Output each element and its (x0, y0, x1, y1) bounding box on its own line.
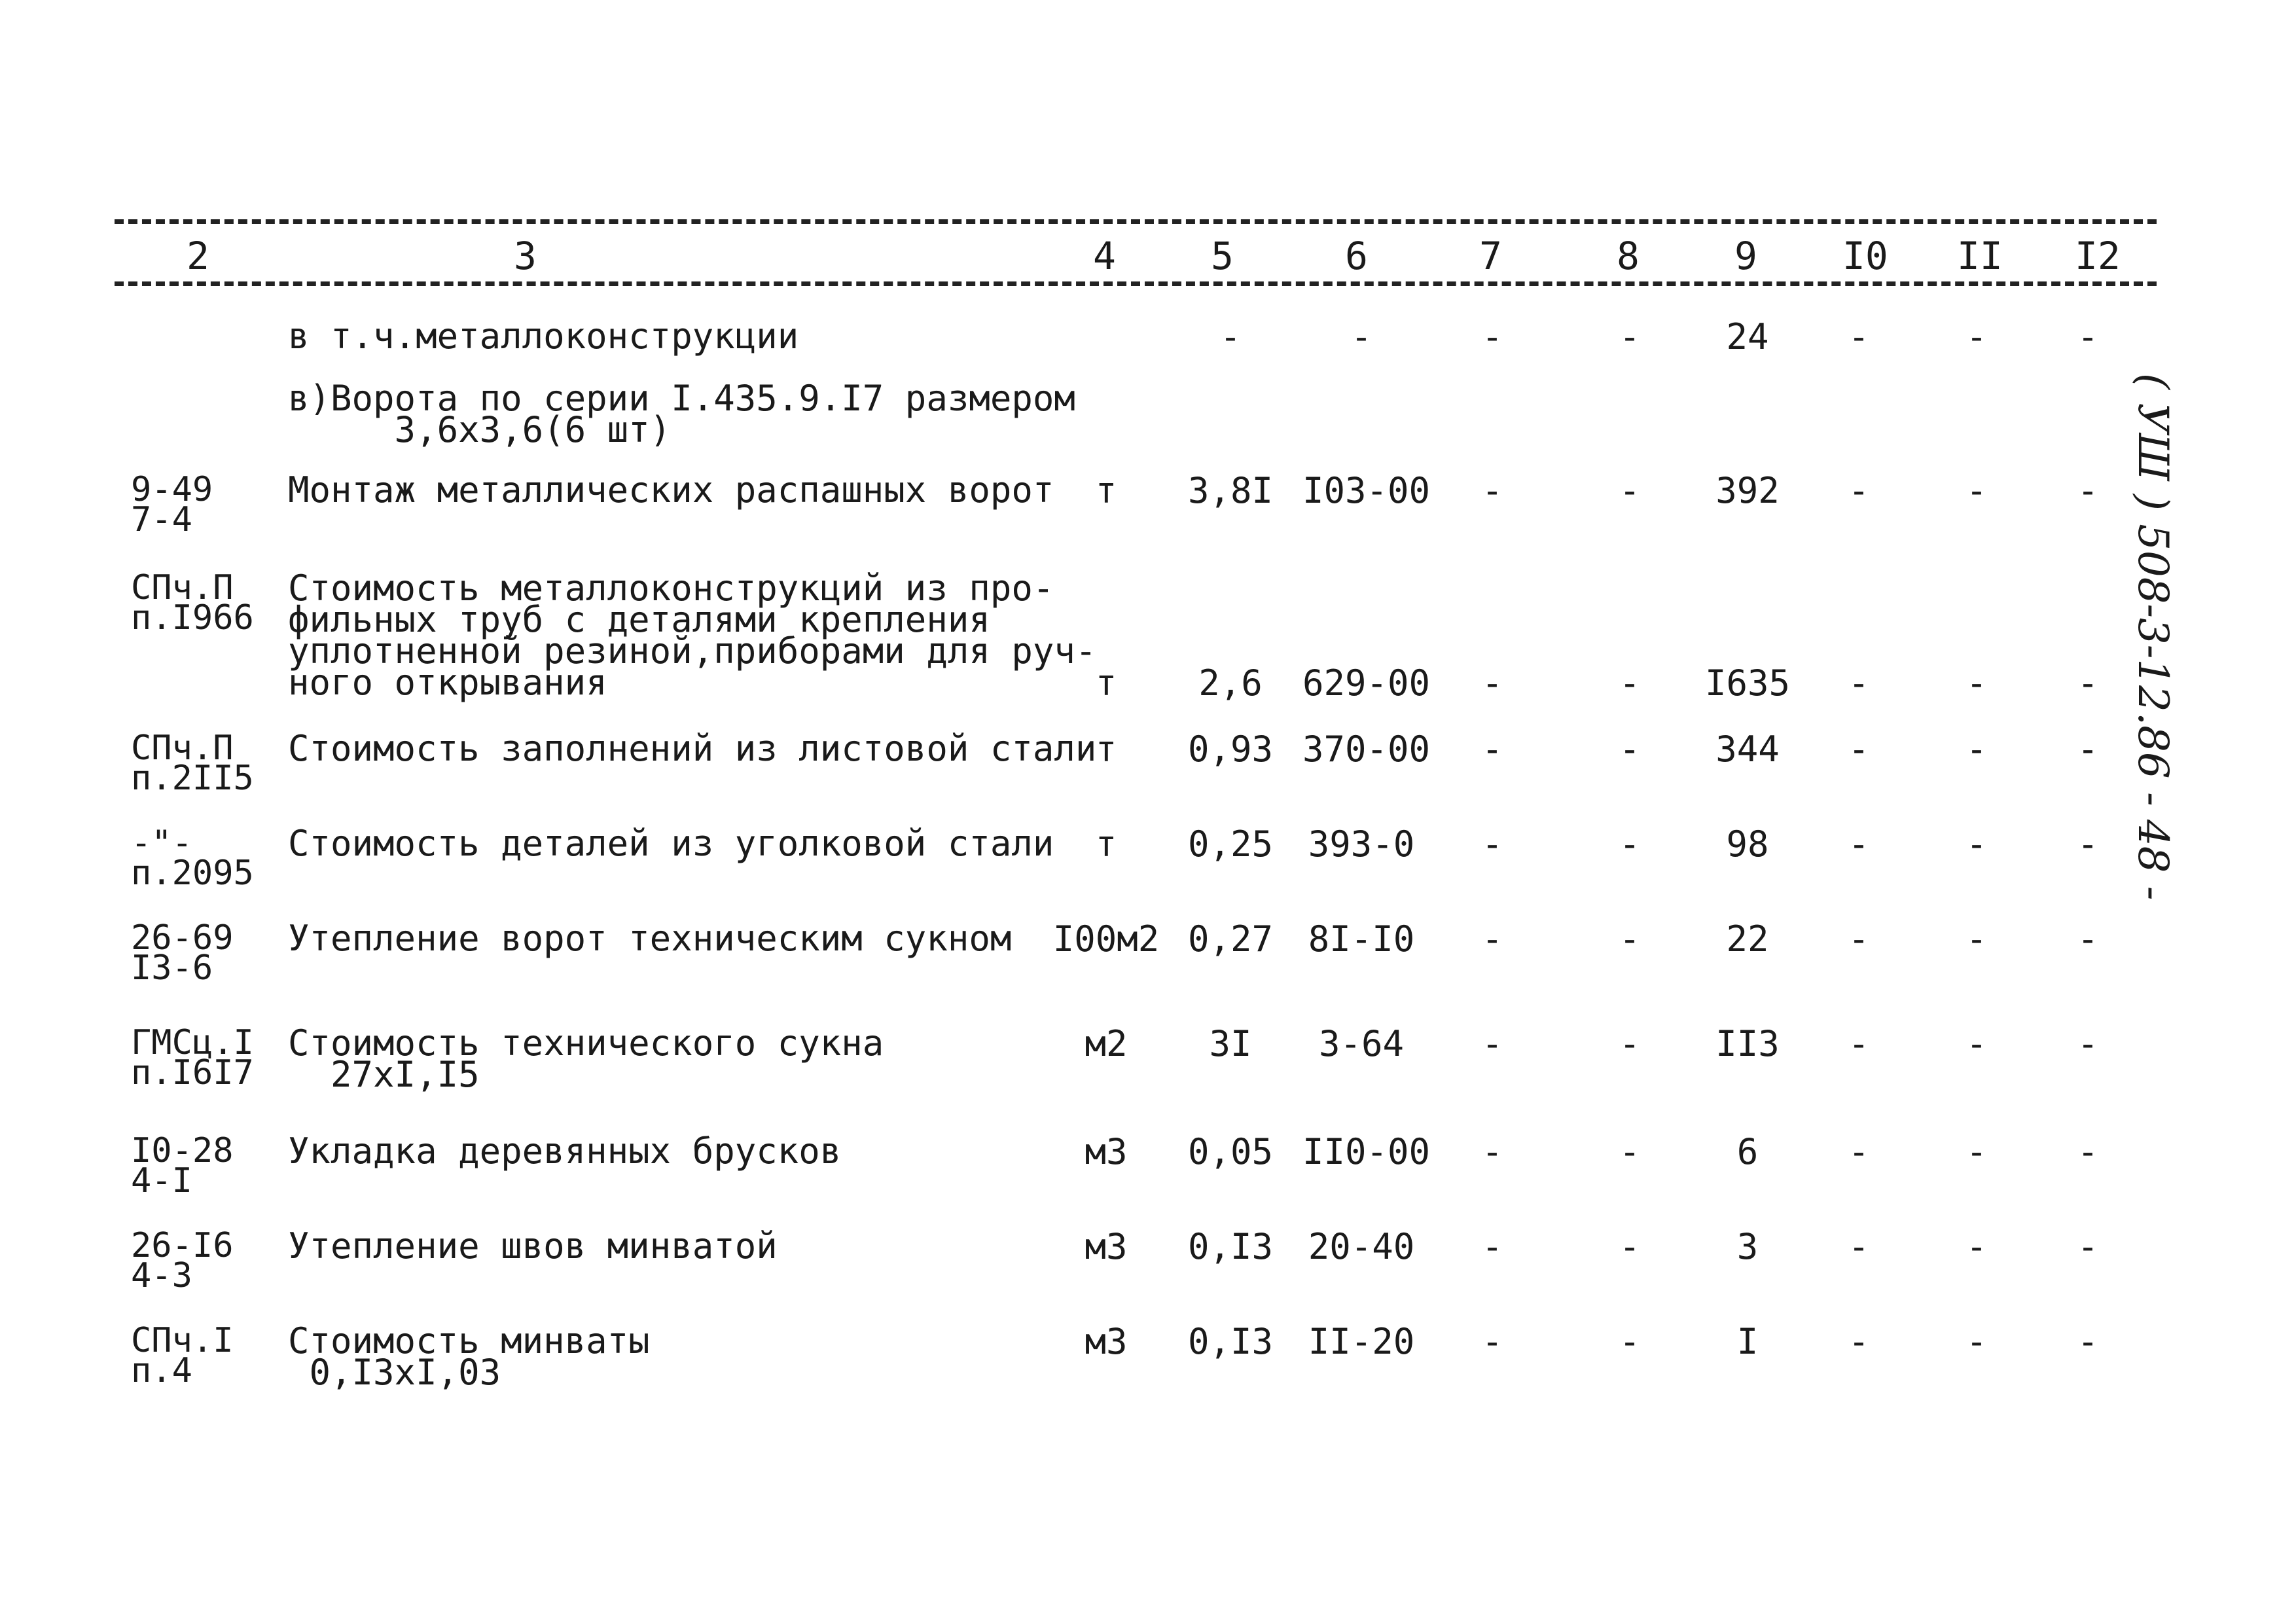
header-col-2: 2 (187, 234, 209, 278)
cell-qty: 3,8I (1187, 470, 1274, 511)
cell-c7: - (1481, 1023, 1503, 1064)
cell-c7: - (1481, 1321, 1503, 1362)
cell-c9: II3 (1715, 1023, 1780, 1064)
cell-desc: Укладка деревянных брусков (288, 1130, 842, 1172)
cell-price: 3-64 (1318, 1023, 1405, 1064)
cell-code: I0-28 4-I (131, 1131, 234, 1200)
cell-c7: - (1481, 918, 1503, 960)
cell-code: 26-69 I3-6 (131, 918, 234, 988)
cell-c7: - (1481, 470, 1503, 511)
cell-c11: - (1965, 1023, 1988, 1064)
cell-price: 629-00 (1302, 662, 1431, 704)
cell-c12: - (2077, 823, 2099, 865)
cell-desc: в т.ч.металлоконструкции (288, 316, 799, 357)
cell-c11: - (1965, 918, 1988, 960)
cell-unit: т (1095, 823, 1117, 865)
cell-c7: - (1481, 729, 1503, 770)
cell-price: 393-0 (1308, 823, 1415, 865)
header-col-10: I0 (1842, 234, 1888, 278)
header-rule-top (115, 219, 2157, 224)
cell-price: II-20 (1308, 1321, 1415, 1362)
cell-qty: 0,27 (1187, 918, 1274, 960)
cell-c10: - (1848, 1226, 1870, 1267)
cell-c9: 24 (1726, 316, 1769, 357)
cell-c10: - (1848, 1131, 1870, 1172)
cell-c7: - (1481, 662, 1503, 704)
cell-c10: - (1848, 470, 1870, 511)
cell-c10: - (1848, 316, 1870, 357)
cell-c7: - (1481, 316, 1503, 357)
header-rule-bottom (115, 281, 2157, 286)
cell-code: СПч.П п.2II5 (131, 729, 254, 798)
cell-c8: - (1619, 823, 1641, 865)
header-col-4: 4 (1093, 234, 1116, 278)
cell-c10: - (1848, 662, 1870, 704)
cell-code: СПч.I п.4 (131, 1321, 234, 1390)
cell-c11: - (1965, 729, 1988, 770)
cell-c7: - (1481, 823, 1503, 865)
cell-c9: 6 (1736, 1131, 1759, 1172)
cell-desc: Стоимость металлоконструкций из про- фильных труб с деталями крепления уплотненной резиной,приборами для руч- ного открывания (288, 568, 1097, 703)
cell-c8: - (1619, 470, 1641, 511)
cell-price: 8I-I0 (1308, 918, 1415, 960)
cell-c11: - (1965, 662, 1988, 704)
cell-c8: - (1619, 918, 1641, 960)
cell-c11: - (1965, 1226, 1988, 1267)
cell-qty: 0,93 (1187, 729, 1274, 770)
cell-desc: в)Ворота по серии I.435.9.I7 размером 3,6х3,6(6 шт) (288, 378, 1075, 450)
cell-c9: 3 (1736, 1226, 1759, 1267)
cell-code: 9-49 7-4 (131, 470, 213, 539)
cell-c9: I635 (1704, 662, 1791, 704)
header-col-12: I2 (2075, 234, 2121, 278)
cell-c11: - (1965, 1131, 1988, 1172)
cell-c11: - (1965, 823, 1988, 865)
cell-unit: м3 (1085, 1131, 1128, 1172)
side-note: ( УШ ) 508-3-12.86 - 48 - (2128, 373, 2177, 901)
header-col-8: 8 (1617, 234, 1640, 278)
cell-code: ГМСц.I п.I6I7 (131, 1023, 254, 1092)
cell-c11: - (1965, 316, 1988, 357)
cell-c12: - (2077, 729, 2099, 770)
cell-unit: I00м2 (1052, 918, 1160, 960)
cell-c12: - (2077, 918, 2099, 960)
cell-desc: Стоимость технического сукна 27хI,I5 (288, 1022, 884, 1095)
cell-c12: - (2077, 1226, 2099, 1267)
cell-c9: 392 (1715, 470, 1780, 511)
header-col-6: 6 (1345, 234, 1368, 278)
cell-c8: - (1619, 662, 1641, 704)
cell-c12: - (2077, 1131, 2099, 1172)
cell-c8: - (1619, 1226, 1641, 1267)
cell-desc: Стоимость минваты 0,I3хI,03 (288, 1320, 650, 1393)
cell-price: II0-00 (1302, 1131, 1431, 1172)
header-col-3: 3 (514, 234, 537, 278)
cell-c12: - (2077, 1321, 2099, 1362)
cell-desc: Утепление швов минватой (288, 1225, 778, 1267)
cell-c10: - (1848, 729, 1870, 770)
cell-desc: Стоимость деталей из уголковой стали (288, 823, 1054, 864)
cell-unit: м2 (1085, 1023, 1128, 1064)
cell-unit: м3 (1085, 1321, 1128, 1362)
cell-qty: 0,25 (1187, 823, 1274, 865)
cell-c10: - (1848, 918, 1870, 960)
cell-c9: 98 (1726, 823, 1769, 865)
cell-desc: Утепление ворот техническим сукном (288, 918, 1012, 959)
cell-c7: - (1481, 1131, 1503, 1172)
cell-qty: 0,I3 (1187, 1321, 1274, 1362)
cell-c8: - (1619, 1321, 1641, 1362)
cell-c8: - (1619, 1023, 1641, 1064)
cell-unit: м3 (1085, 1226, 1128, 1267)
cell-price: I03-00 (1302, 470, 1431, 511)
cell-c12: - (2077, 662, 2099, 704)
cell-code: СПч.П п.I966 (131, 568, 254, 638)
cell-c12: - (2077, 1023, 2099, 1064)
cell-code: -"- п.2095 (131, 823, 254, 893)
cell-c8: - (1619, 1131, 1641, 1172)
cell-price: 20-40 (1308, 1226, 1415, 1267)
cell-qty: 2,6 (1198, 662, 1263, 704)
cell-c9: 22 (1726, 918, 1769, 960)
cell-unit: т (1095, 470, 1117, 511)
header-col-5: 5 (1211, 234, 1234, 278)
cell-c8: - (1619, 316, 1641, 357)
cell-unit: т (1095, 729, 1117, 770)
cell-c9: I (1736, 1321, 1759, 1362)
cell-c10: - (1848, 1321, 1870, 1362)
cell-desc: Стоимость заполнений из листовой стали (288, 728, 1097, 769)
cell-price: - (1350, 316, 1372, 357)
header-col-9: 9 (1734, 234, 1757, 278)
cell-price: 370-00 (1302, 729, 1431, 770)
header-col-7: 7 (1479, 234, 1502, 278)
cell-c11: - (1965, 470, 1988, 511)
cell-qty: 3I (1209, 1023, 1252, 1064)
cell-unit: т (1095, 662, 1117, 704)
cell-desc: Монтаж металлических распашных ворот (288, 469, 1054, 511)
cell-c7: - (1481, 1226, 1503, 1267)
cell-qty: 0,05 (1187, 1131, 1274, 1172)
cell-code: 26-I6 4-3 (131, 1226, 234, 1295)
cell-c8: - (1619, 729, 1641, 770)
cell-c11: - (1965, 1321, 1988, 1362)
cell-qty: - (1219, 316, 1242, 357)
cell-c12: - (2077, 470, 2099, 511)
cell-c10: - (1848, 823, 1870, 865)
cell-c9: 344 (1715, 729, 1780, 770)
cell-c10: - (1848, 1023, 1870, 1064)
header-col-11: II (1957, 234, 2003, 278)
cell-c12: - (2077, 316, 2099, 357)
cell-qty: 0,I3 (1187, 1226, 1274, 1267)
